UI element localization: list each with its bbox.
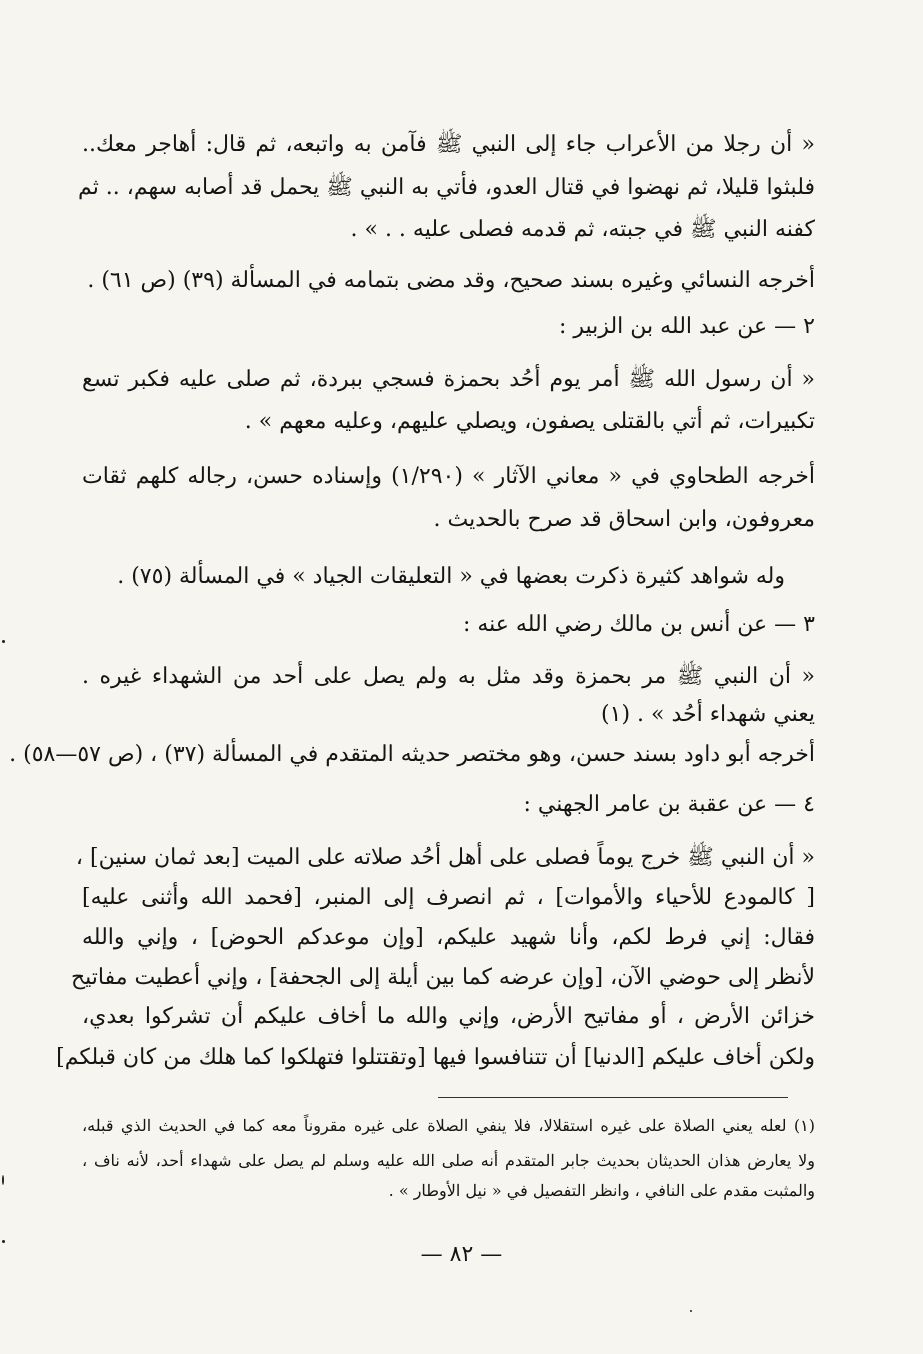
text-line: لأنظر إلى حوضي الآن، [وإن عرضه كما بين أيلة إلى الجحفة] ، وإني أعطيت مفاتيح: [70, 965, 815, 990]
footnote-line: ولا يعارض هذان الحديثان بحديث جابر المتقدم أنه صلى الله عليه وسلم لم يصل على شهداء أحد، لأنه ناف ،: [82, 1151, 815, 1170]
text-line: كفنه النبي ﷺ في جبته، ثم قدمه فصلى عليه . . » .: [350, 217, 815, 242]
text-line: وله شواهد كثيرة ذكرت بعضها في « التعليقات الجياد » في المسألة (٧٥) .: [117, 564, 785, 589]
text-line: فقال: إني فرط لكم، وأنا شهيد عليكم، [وإن موعدكم الحوض] ، وإني والله: [82, 925, 815, 950]
scan-speck: [2, 640, 5, 643]
text-line: « أن النبي ﷺ خرج يوماً فصلى على أهل أحُد صلاته على الميت [بعد ثمان سنين] ،: [75, 845, 815, 870]
page-number: — ٨٢ —: [420, 1242, 503, 1267]
scan-speck: [2, 1175, 4, 1185]
text-line: « أن رسول الله ﷺ أمر يوم أحُد بحمزة فسجي ببردة، ثم صلى عليه فكبر تسع: [82, 367, 815, 392]
footnote-separator: [438, 1097, 788, 1098]
text-line: « أن النبي ﷺ مر بحمزة وقد مثل به ولم يصل على أحد من الشهداء غيره .: [82, 664, 815, 689]
section-heading: ٢ — عن عبد الله بن الزبير :: [559, 314, 815, 339]
scan-speck: [690, 1310, 692, 1312]
text-line: أخرجه أبو داود بسند حسن، وهو مختصر حديثه المتقدم في المسألة (٣٧) ، (ص ٥٧—٥٨) .: [9, 742, 815, 767]
text-line: فلبثوا قليلا، ثم نهضوا في قتال العدو، فأتي به النبي ﷺ يحمل قد أصابه سهم، .. ثم: [78, 175, 815, 200]
text-line: تكبيرات، ثم أتي بالقتلى يصفون، ويصلي عليهم، وعليه معهم » .: [244, 409, 815, 434]
text-line: يعني شهداء أحُد » . (١): [601, 702, 815, 727]
text-line: « أن رجلا من الأعراب جاء إلى النبي ﷺ فآمن به واتبعه، ثم قال: أهاجر معك..: [82, 132, 815, 157]
section-heading: ٣ — عن أنس بن مالك رضي الله عنه :: [462, 612, 815, 637]
scan-speck: [2, 1240, 5, 1243]
footnote-line: (١) لعله يعني الصلاة على غيره استقلالا، فلا ينفي الصلاة على غيره مقروناً معه كما في الحديث الذي قبله،: [82, 1116, 815, 1135]
text-line: ولكن أخاف عليكم [الدنيا] أن تتنافسوا فيها [وتقتتلوا فتهلكوا كما هلك من كان قبلكم]: [56, 1045, 815, 1070]
text-line: أخرجه النسائي وغيره بسند صحيح، وقد مضى بتمامه في المسألة (٣٩) (ص ٦١) .: [87, 268, 815, 293]
text-line: خزائن الأرض ، أو مفاتيح الأرض، وإني والله ما أخاف عليكم أن تشركوا بعدي،: [82, 1004, 815, 1029]
text-line: أخرجه الطحاوي في « معاني الآثار » (١/٢٩٠) وإسناده حسن، رجاله كلهم ثقات: [82, 464, 815, 489]
text-line: معروفون، وابن اسحاق قد صرح بالحديث .: [433, 507, 815, 532]
text-line: [ كالمودع للأحياء والأموات] ، ثم انصرف إلى المنبر، [فحمد الله وأثنى عليه]: [82, 885, 815, 910]
footnote-line: والمثبت مقدم على النافي ، وانظر التفصيل في « نيل الأوطار » .: [388, 1181, 815, 1200]
section-heading: ٤ — عن عقبة بن عامر الجهني :: [523, 792, 815, 817]
